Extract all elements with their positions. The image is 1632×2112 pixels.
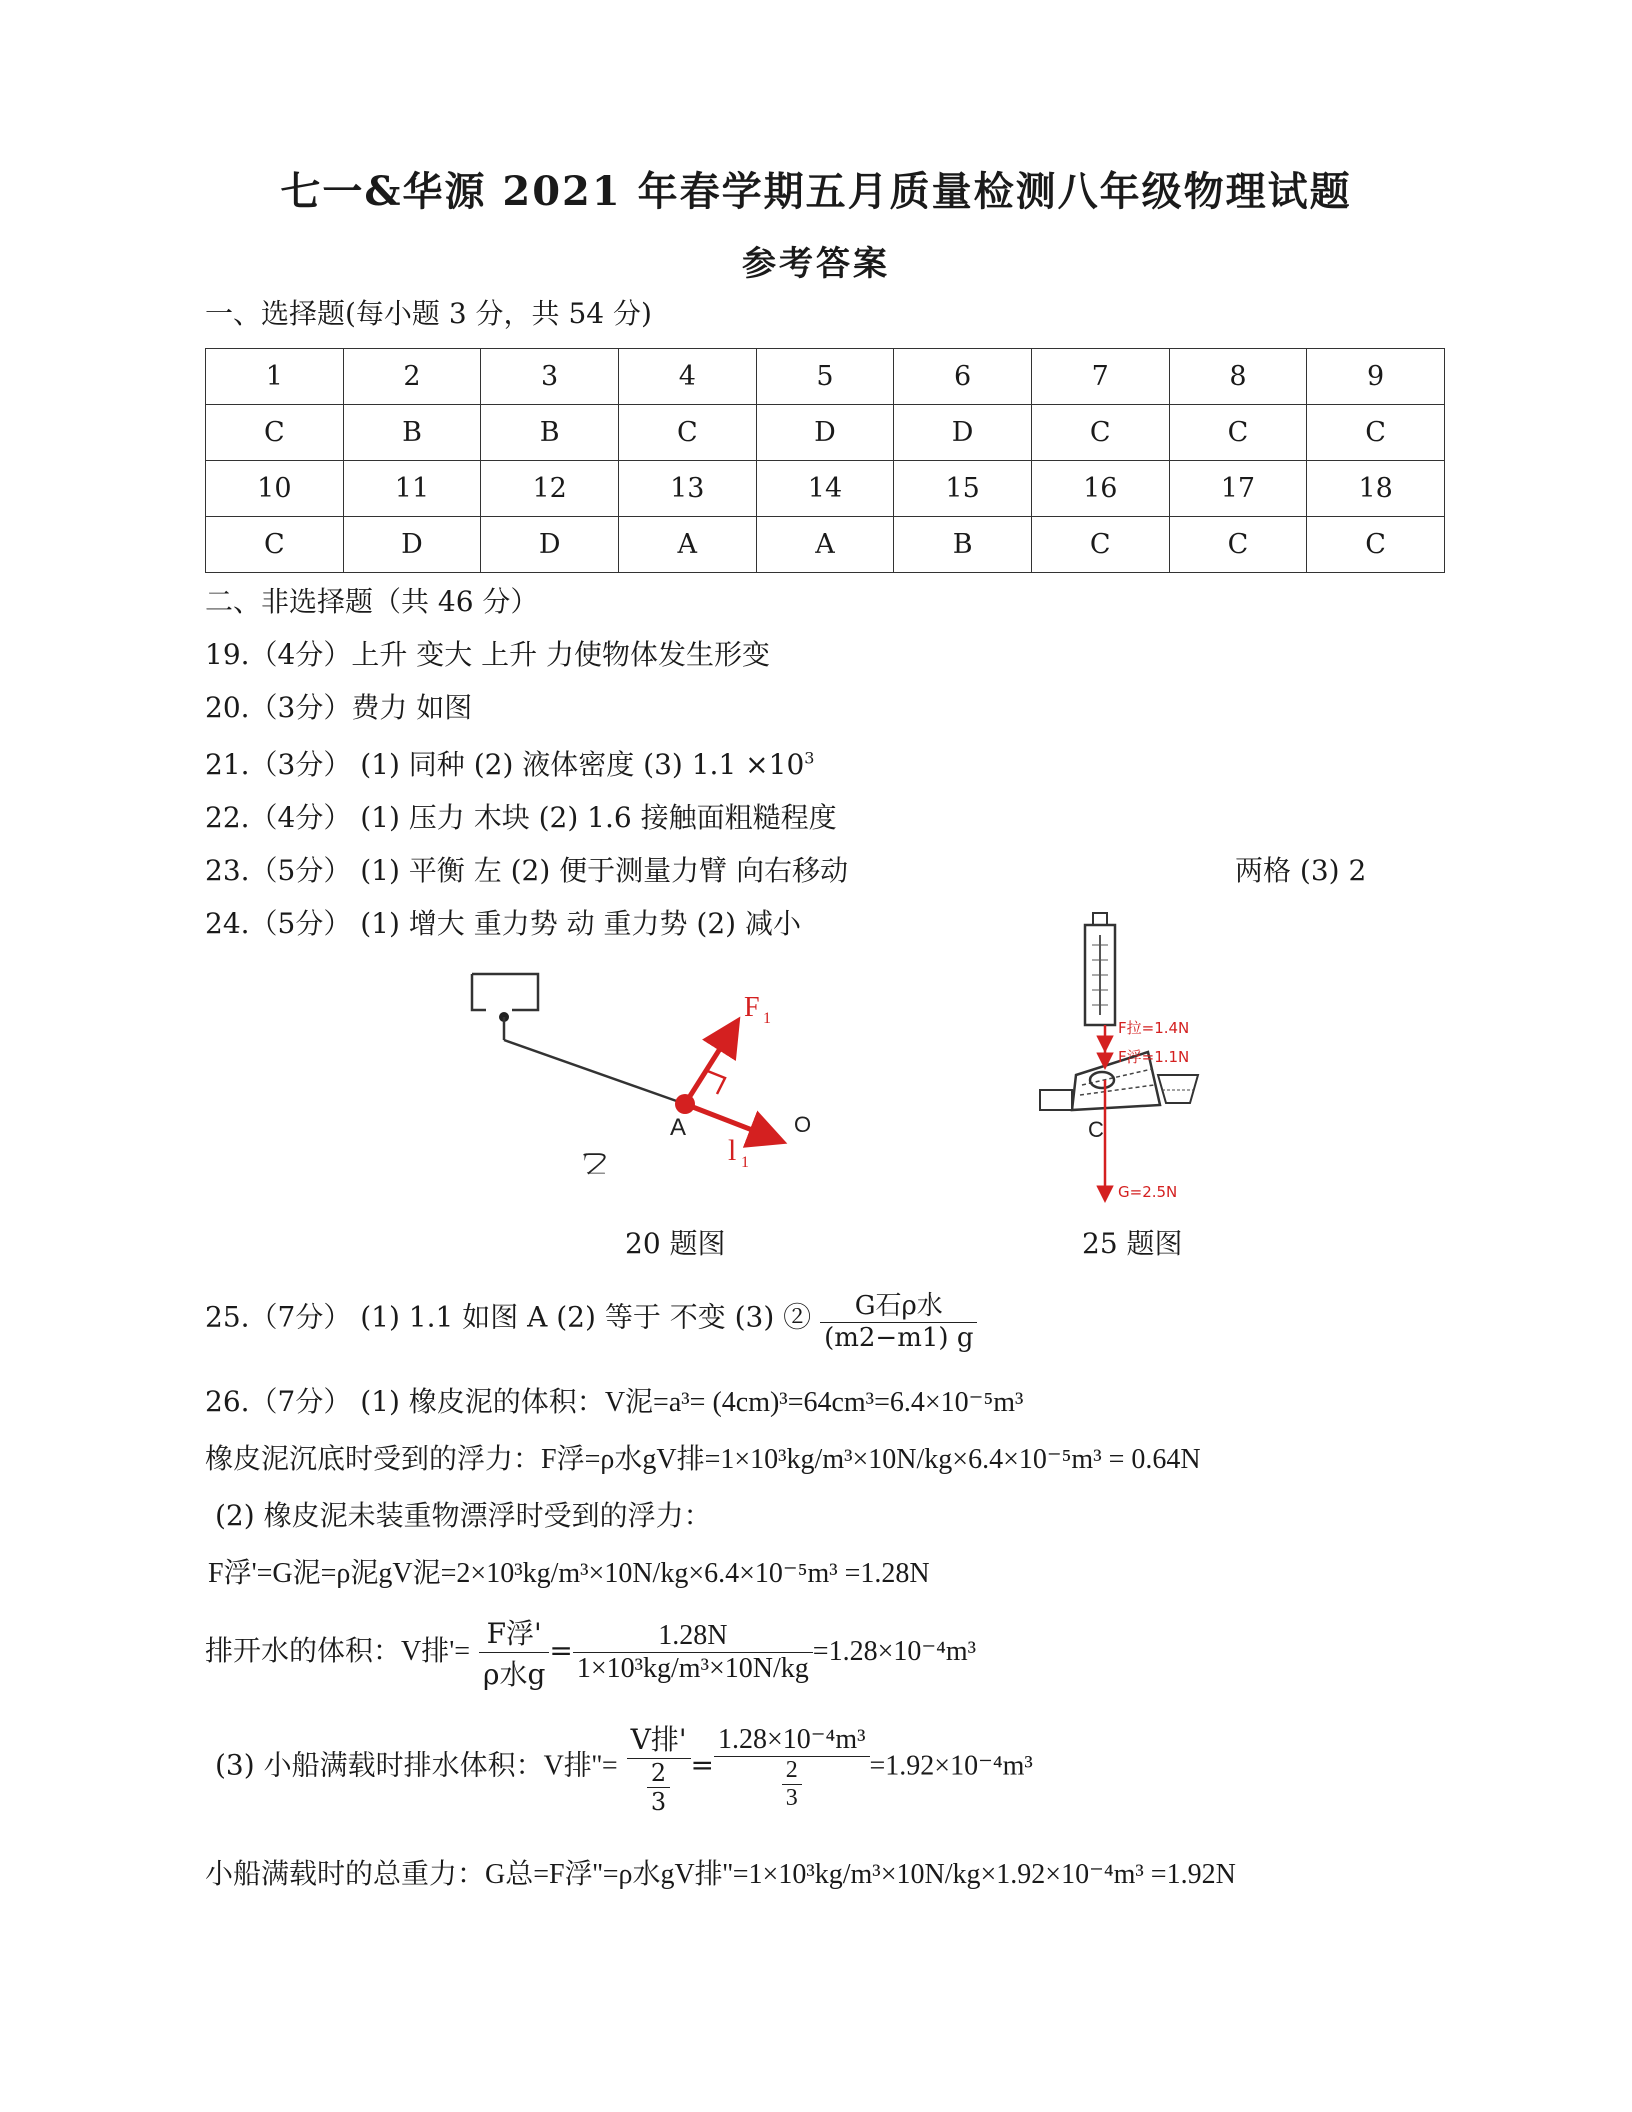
- table-cell: C: [1031, 517, 1169, 573]
- table-cell: 18: [1307, 461, 1445, 517]
- beaker-icon: [1158, 1075, 1198, 1103]
- label-pull-force: F拉=1.4N: [1118, 1019, 1190, 1037]
- table-cell: 6: [894, 349, 1032, 405]
- answer-q26-displaced-volume: 排开水的体积：V排'= $\frac{\text{F浮'}}{\text{ρ水g}}$ = $\frac{1.28N}{\text{1×10³kg/m³×10N/kg}}$ =1.28×10⁻⁴m³: [205, 1612, 976, 1693]
- answer-q26-l5-f1-denominator: ρ水g: [482, 1658, 546, 1691]
- table-cell: D: [343, 517, 481, 573]
- label-f-sub: 1: [763, 1010, 771, 1027]
- table-cell: C: [1307, 517, 1445, 573]
- page-title: 七一&华源 2021 年春学期五月质量检测八年级物理试题: [280, 168, 1352, 215]
- table-row: [206, 405, 1445, 461]
- table-cell: 7: [1031, 349, 1169, 405]
- right-angle-icon: [705, 1070, 725, 1094]
- answer-q23-tail: 两格 (3) 2: [1235, 854, 1367, 887]
- table-cell: 11: [343, 461, 481, 517]
- table-cell: C: [1169, 405, 1307, 461]
- table-cell: 13: [618, 461, 756, 517]
- answer-q21: [205, 743, 814, 783]
- answer-q19: 19.（4分）上升 变大 上升 力使物体发生形变: [205, 638, 771, 671]
- answer-q26-l7-label: 小船满载时的总重力：: [205, 1857, 486, 1890]
- answer-q26-l6-fraction2: [714, 1722, 870, 1812]
- answer-q26-l6-fraction1: [627, 1718, 691, 1816]
- answer-q26-part2-heading: (2) 橡皮泥未装重物漂浮时受到的浮力：: [215, 1499, 712, 1532]
- table-cell: 9: [1307, 349, 1445, 405]
- answer-q26-l5-label: 排开水的体积：: [205, 1634, 402, 1667]
- answer-q26-l5-f1-numerator: F浮': [479, 1612, 549, 1653]
- answer-q26-l7-formula: G总=F浮''=ρ水gV排''=1×10³kg/m³×10N/kg×1.92×10⁻⁴m³ =1.92N: [485, 1859, 1236, 1890]
- section-2-heading: 二、非选择题（共 46 分）: [205, 585, 539, 618]
- answer-q26-l5-f2-numerator: 1.28N: [573, 1620, 813, 1653]
- table-cell: 15: [894, 461, 1032, 517]
- table-cell: 8: [1169, 349, 1307, 405]
- answer-q25-numerator: G石ρ水: [820, 1285, 977, 1323]
- answer-q26-l5-fraction1: [479, 1612, 549, 1693]
- answer-q26-full-load-volume: (3) 小船满载时排水体积：V排''= $\frac{\text{V排'}}{\frac{2}{3}}$ = $\frac{\text{1.28×10⁻⁴m³}}{\frac{2}{3}}$ =1.92×10⁻⁴m³: [215, 1718, 1033, 1816]
- answer-q26-buoyancy-float: F浮'=G泥=ρ泥gV泥=2×10³kg/m³×10N/kg×6.4×10⁻⁵m³ =1.28N: [208, 1558, 930, 1589]
- table-cell: C: [206, 517, 344, 573]
- answer-q26-l6-f2-denominator: [714, 1757, 870, 1812]
- table-cell: A: [756, 517, 894, 573]
- answer-q21-text: 21.（3分） (1) 同种 (2) 液体密度 (3) 1.1 ×10: [205, 748, 805, 781]
- table-cell: 2: [343, 349, 481, 405]
- table-cell: D: [481, 517, 619, 573]
- figure-20-diagram: [460, 960, 820, 1190]
- answer-q26-head: 26.（7分） (1) 橡皮泥的体积：: [205, 1385, 605, 1418]
- table-cell: 14: [756, 461, 894, 517]
- answer-q25: [205, 1285, 977, 1353]
- answer-q26-l6-lhs: V排''=: [543, 1750, 618, 1782]
- table-cell: C: [206, 405, 344, 461]
- table-cell: C: [1169, 517, 1307, 573]
- label-a: A: [670, 1114, 687, 1141]
- table-cell: 5: [756, 349, 894, 405]
- answer-q26-l6-label: (3) 小船满载时排水体积：: [215, 1748, 544, 1782]
- table-cell: B: [343, 405, 481, 461]
- table-cell: 17: [1169, 461, 1307, 517]
- table-cell: C: [1307, 405, 1445, 461]
- answer-q26-volume: V泥=a³= (4cm)³=64cm³=6.4×10⁻⁵m³: [604, 1387, 1024, 1418]
- answer-q20: 20.（3分）费力 如图: [205, 691, 473, 724]
- label-yi: 乙: [581, 1147, 608, 1177]
- label-o: O: [794, 1112, 812, 1137]
- answer-q25-fraction: [820, 1285, 977, 1353]
- force-f1-arrow: [685, 1025, 735, 1104]
- label-buoyancy-force: F浮=1.1N: [1118, 1048, 1190, 1066]
- answer-q26-l6-inner2-numerator: 2: [782, 1757, 802, 1785]
- table-cell: C: [1031, 405, 1169, 461]
- table-cell: B: [481, 405, 619, 461]
- answer-q26-part1: [205, 1380, 1023, 1420]
- answer-q26-l6-f2-numerator: 1.28×10⁻⁴m³: [714, 1722, 870, 1757]
- answer-q26-l5-lhs: V排'=: [401, 1636, 471, 1667]
- answer-q26-l2-formula: F浮=ρ水gV排=1×10³kg/m³×10N/kg×6.4×10⁻⁵m³ = 0.64N: [541, 1444, 1201, 1475]
- figure-20-caption: 20 题图: [625, 1227, 726, 1260]
- answer-q25-denominator: (m2−m1) g: [824, 1323, 974, 1353]
- answer-q25-text: 25.（7分） (1) 1.1 如图 A (2) 等于 不变 (3) ②: [205, 1300, 812, 1334]
- answer-q21-exponent: 3: [804, 748, 815, 768]
- answer-q26-l6-result: =1.92×10⁻⁴m³: [869, 1750, 1033, 1782]
- table-cell: C: [618, 405, 756, 461]
- page-subtitle: 参考答案: [742, 244, 890, 284]
- table-row: [206, 517, 1445, 573]
- answer-q26-l6-inner-numerator: 2: [647, 1759, 670, 1788]
- answer-q22: 22.（4分） (1) 压力 木块 (2) 1.6 接触面粗糙程度: [205, 801, 837, 834]
- spring-scale-ring-icon: [1093, 913, 1107, 925]
- table-cell: 4: [618, 349, 756, 405]
- figure-25-caption: 25 题图: [1082, 1227, 1183, 1260]
- lever-bar: [504, 1040, 685, 1104]
- table-cell: 1: [206, 349, 344, 405]
- answer-q26-total-weight: [205, 1852, 1236, 1892]
- table-row: [206, 349, 1445, 405]
- table-row: [206, 461, 1445, 517]
- table-cell: A: [618, 517, 756, 573]
- label-gravity-force: G=2.5N: [1118, 1183, 1178, 1201]
- answer-q26-l5-result: =1.28×10⁻⁴m³: [812, 1636, 977, 1667]
- answer-q26-l6-f1-denominator: [627, 1759, 691, 1816]
- label-l-sub: 1: [741, 1154, 749, 1171]
- label-l: l: [728, 1134, 737, 1167]
- answer-q26-l5-fraction2: [573, 1620, 813, 1685]
- figure-25-diagram: [1030, 905, 1250, 1205]
- answer-q26-buoyancy-sink: [205, 1437, 1201, 1477]
- table-cell: 10: [206, 461, 344, 517]
- label-c: C: [1088, 1117, 1104, 1142]
- section-1-heading: 一、选择题(每小题 3 分，共 54 分): [205, 297, 652, 330]
- answer-q24: 24.（5分） (1) 增大 重力势 动 重力势 (2) 减小: [205, 907, 801, 940]
- answer-q26-l6-inner2-denominator: 3: [785, 1785, 798, 1811]
- answer-q26-l6-f1-numerator: V排': [627, 1718, 691, 1759]
- table-cell: D: [756, 405, 894, 461]
- answer-q23: 23.（5分） (1) 平衡 左 (2) 便于测量力臂 向右移动: [205, 854, 849, 887]
- answer-q26-l2-label: 橡皮泥沉底时受到的浮力：: [205, 1442, 542, 1475]
- lever-hook-icon: [472, 974, 538, 1010]
- table-cell: 12: [481, 461, 619, 517]
- answer-q26-l6-inner-denominator: 3: [650, 1788, 667, 1816]
- answer-q26-l5-f2-denominator: 1×10³kg/m³×10N/kg: [576, 1653, 809, 1684]
- table-cell: 3: [481, 349, 619, 405]
- answer-table: [205, 348, 1445, 573]
- table-cell: D: [894, 405, 1032, 461]
- label-f: F: [744, 992, 760, 1023]
- table-cell: B: [894, 517, 1032, 573]
- table-cell: 16: [1031, 461, 1169, 517]
- block-icon: [1040, 1090, 1072, 1110]
